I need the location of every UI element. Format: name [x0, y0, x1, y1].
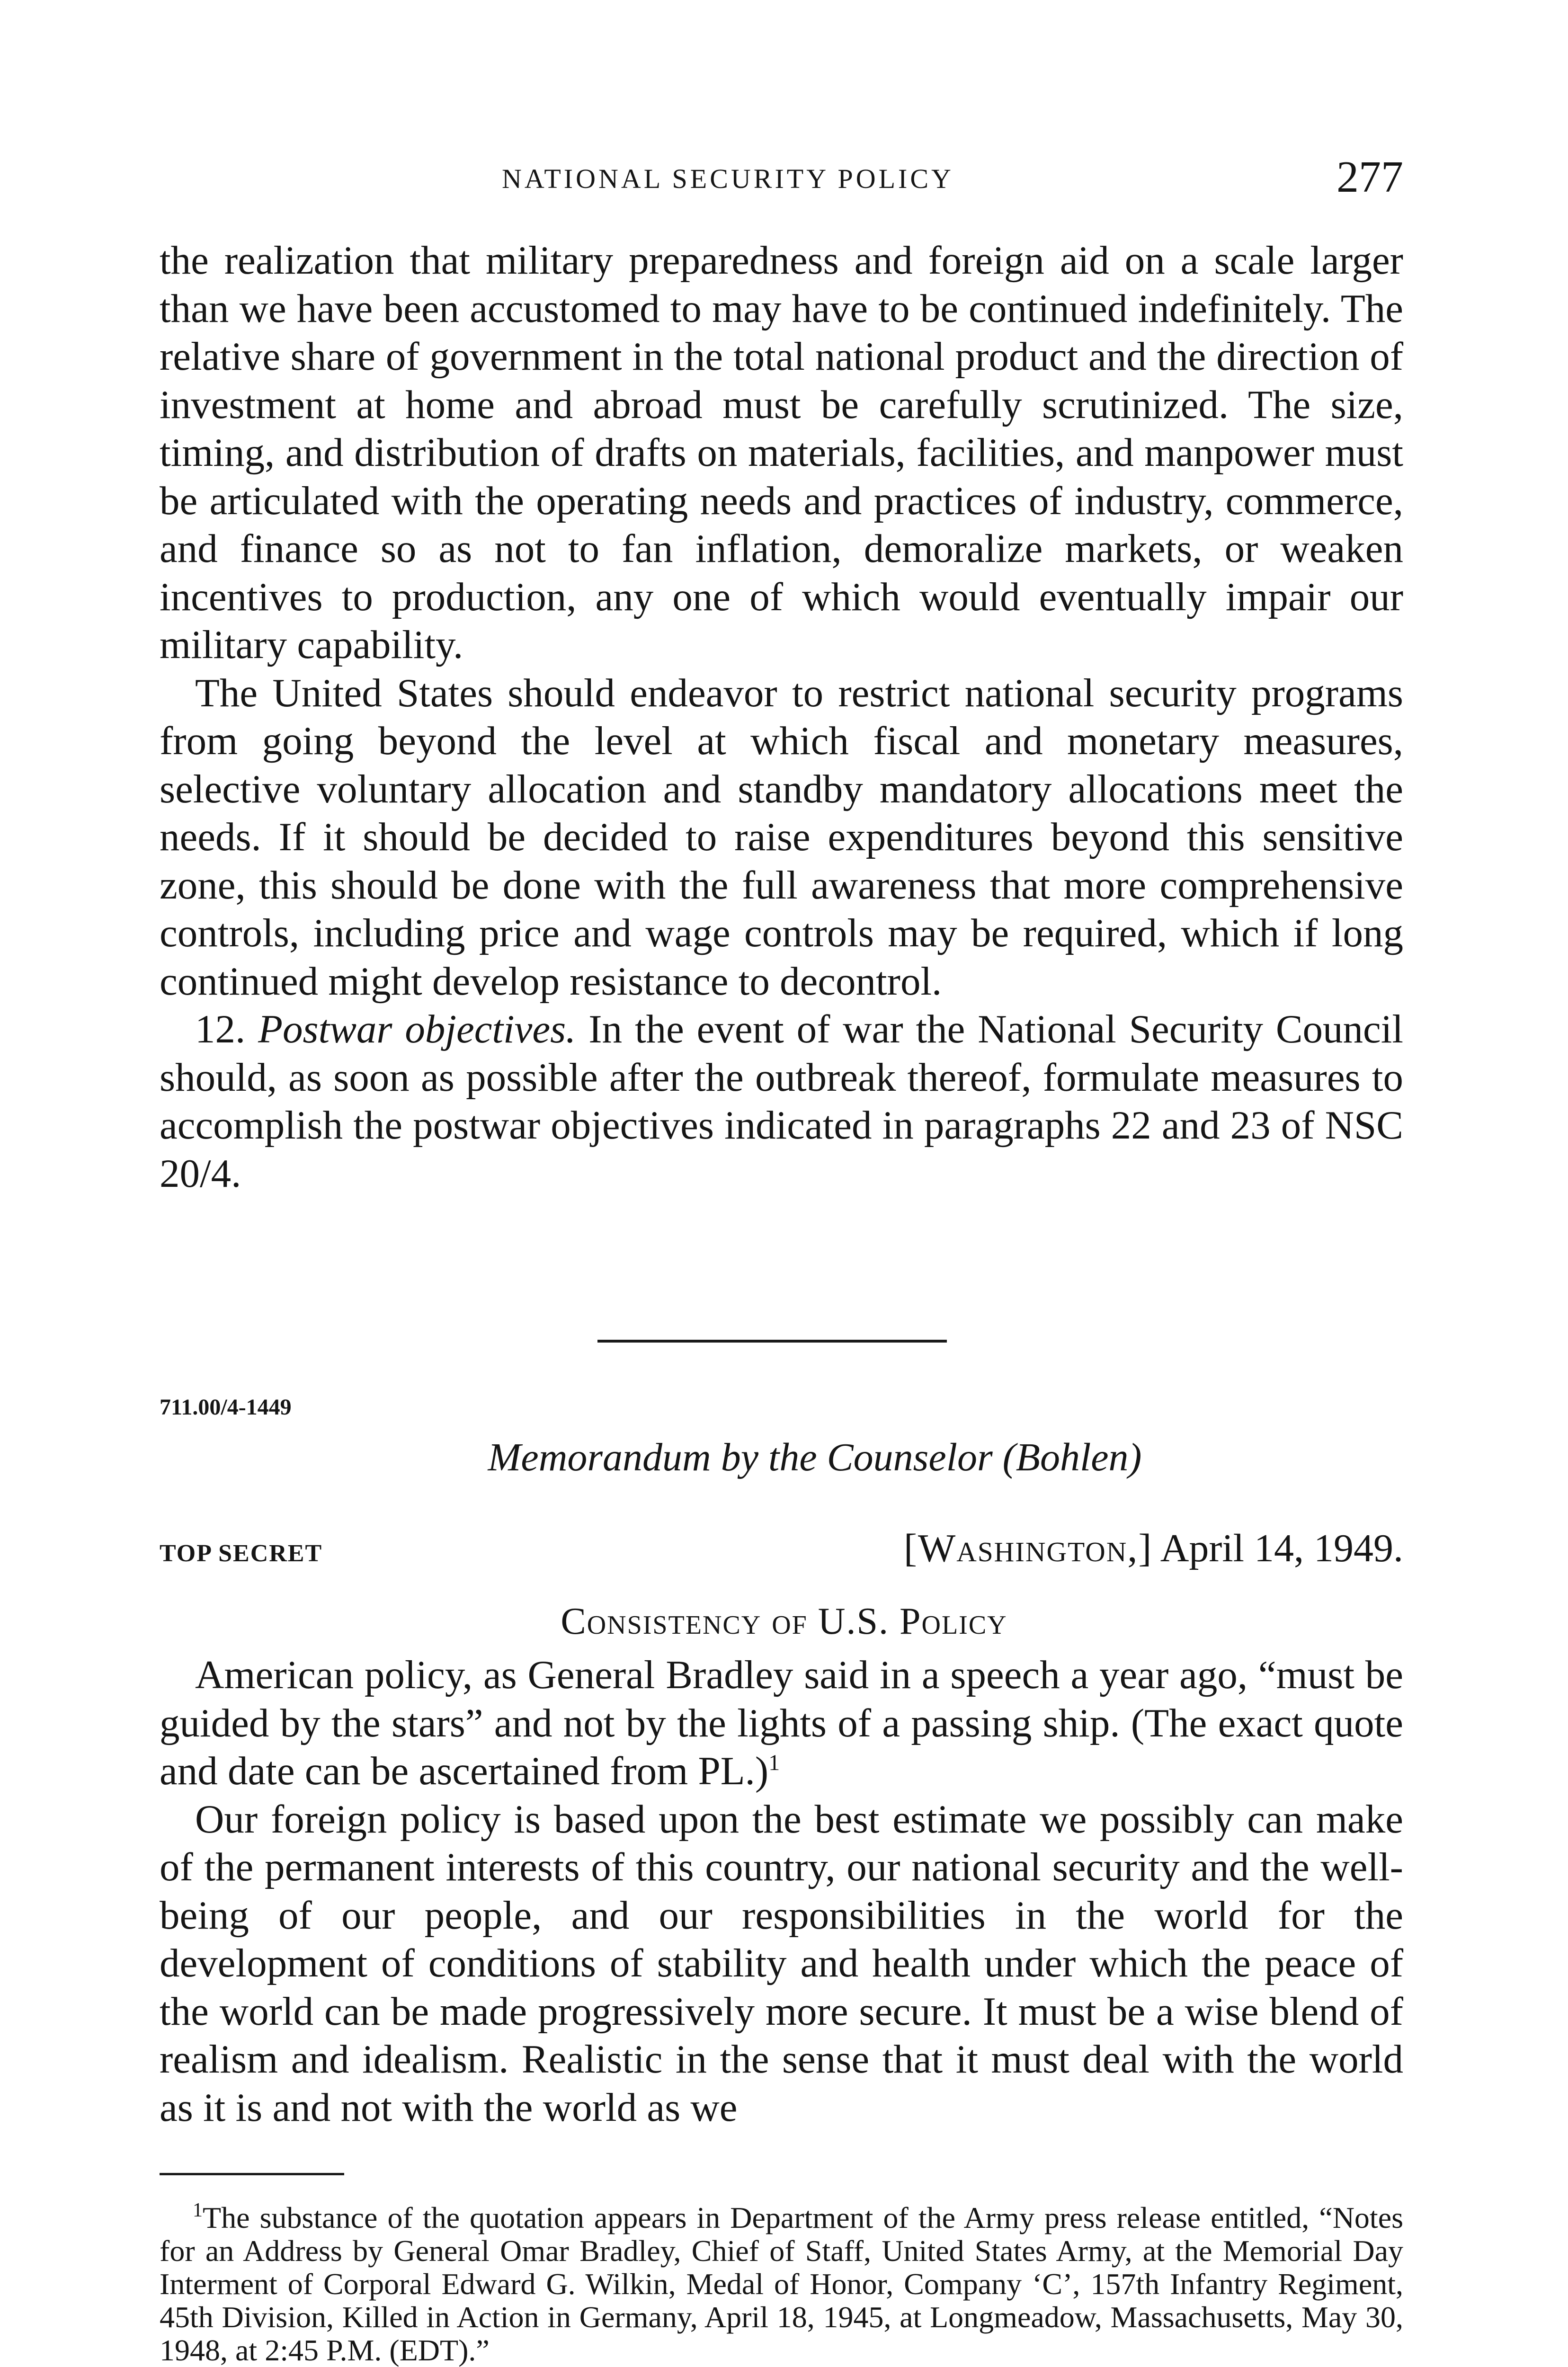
page-number: 277 — [1336, 152, 1403, 202]
paragraph-number: 12. — [195, 1007, 246, 1051]
footnote-1 — [160, 2201, 1403, 2367]
footnote-reference[interactable]: 1 — [768, 1750, 780, 1775]
section-divider — [597, 1340, 947, 1343]
footnote-marker: 1 — [193, 2199, 203, 2221]
memo-paragraph-2: Our foreign policy is based upon the best estimate we possibly can make of the permanent interests of this country, our national security and the well-being of our people, and our responsibilities in the world for the development of conditions of stability and health under which the peace of the world can be made progressively more secure. It must be a wise blend of realism and idealism. Realistic in the sense that it must deal with the world as it is and not with the world as we — [160, 1797, 1403, 2130]
running-header — [0, 152, 1568, 204]
footnote-text: The substance of the quotation appears in Department of the Army press release entitled, “Notes for an Address by General Omar Bradley, Chief of Staff, United States Army, at the Memorial Day Interment of Corporal Edward G. Wilkin, Medal of Honor, Company ‘C’, 157th Infantry Regiment, 45th Division, Killed in Action in Germany, April 18, 1945, at Longmeadow, Massachusetts, May 30, 1948, at 2:45 P.M. (EDT).” — [160, 2201, 1403, 2367]
paragraph-national-security-programs: The United States should endeavor to restrict national security programs from going beyond the level at which fiscal and monetary measures, selective voluntary allocation and standby mandatory allocations meet the needs. If it should be decided to raise expenditures beyond this sensitive zone, this should be done with the full awareness that more comprehensive controls, including price and wage controls may be required, which if long continued might develop resistance to decontrol. — [160, 670, 1403, 1004]
paragraph-postwar-objectives — [160, 1006, 1403, 1198]
continued-section — [160, 237, 1403, 1198]
dateline — [904, 1525, 1403, 1571]
footnote-rule — [160, 2173, 344, 2175]
file-number: 711.00/4-1449 — [160, 1395, 292, 1420]
memo-paragraph-1-text: American policy, as General Bradley said in a speech a year ago, “must be guided by the stars” and not by the lights of a passing ship. (The exact quote and date can be ascertained from PL.) — [160, 1653, 1403, 1793]
paragraph-heading: Postwar objectives. — [258, 1007, 576, 1051]
running-title: NATIONAL SECURITY POLICY — [502, 163, 954, 194]
continued-paragraph: the realization that military preparedness and foreign aid on a scale larger than we have been accustomed to may have to be continued indefinitely. The relative share of government in the total national product and the direction of investment at home and abroad must be carefully scrutinized. The size, timing, and distribution of drafts on materials, facilities, and manpower must be articulated with the operating needs and practices of industry, commerce, and finance so as not to fan inflation, demoralize markets, or weaken incentives to production, any one of which would eventually impair our military capability. — [160, 238, 1403, 667]
classification-label: TOP SECRET — [160, 1540, 323, 1567]
dateline-date: April 14, 1949. — [1160, 1526, 1403, 1570]
memo-subject: Consistency of U.S. Policy — [561, 1601, 1007, 1642]
memo-paragraph-1 — [160, 1651, 1403, 1796]
paragraph-text: In the event of war the National Security Council should, as soon as possible after the outbreak thereof, formulate measures to accomplish the postwar objectives indicated in paragraphs 22 and 23 of NSC 20/4. — [160, 1007, 1404, 1196]
dateline-place: [Washington,] — [904, 1526, 1153, 1570]
memo-title: Memorandum by the Counselor (Bohlen) — [488, 1435, 1142, 1479]
memo-body — [160, 1651, 1403, 2132]
